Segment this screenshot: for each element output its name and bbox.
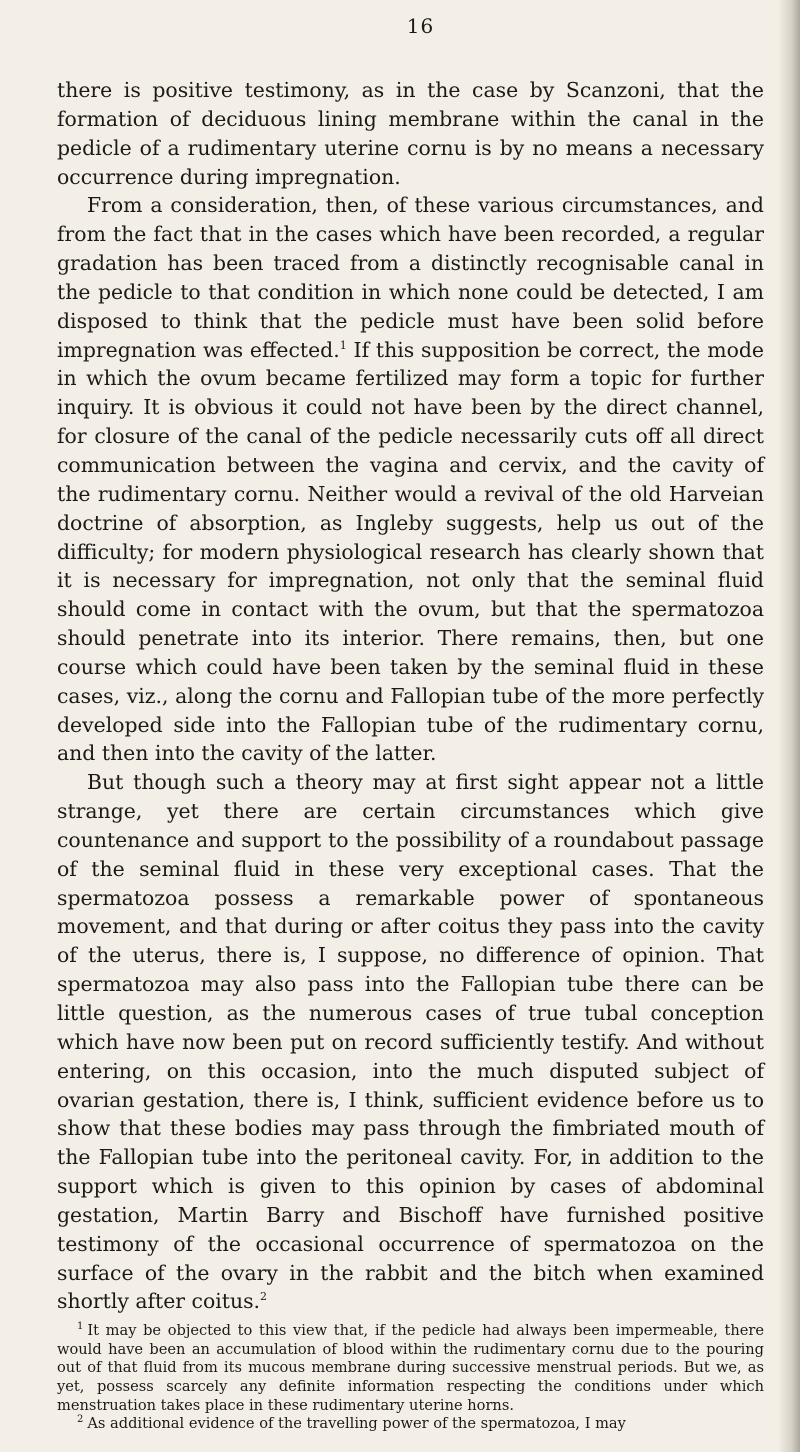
footnote-mark: 1 <box>77 1321 84 1333</box>
footnote-ref[interactable]: 1 <box>339 338 347 352</box>
footnote: $^1$ It may be objected to this view that, if the pedicle had always been impermeable, there would have been an accumulation of blood within the rudimentary cornu due to the pouring out of that fluid from its mucous membrane during successive menstrual periods. But we, as yet, possess scarcely any definite information respecting the conditions under which menstruation takes place in these rudimentary uterine horns. <box>57 1321 764 1414</box>
footnotes <box>57 1322 764 1434</box>
paragraph: there is positive testimony, as in the case by Scanzoni, that the formation of deciduous lining membrane within the canal in the pedicle of a rudimentary uterine cornu is by no means a necessary occurrence during impregnation. <box>57 78 764 189</box>
paragraph: From a consideration, then, of these various circumstances, and from the fact that in the cases which have been recorded, a regular gradation has been traced from a distinctly recognisable canal in the pedicle to that condition in which none could be detected, I am disposed to think that the pedicle must have been solid before impregnation was effected.$^1$ If this supposition be correct, the mode in which the ovum became fertilized may form a topic for further inquiry. It is obvious it could not have been by the direct channel, for closure of the canal of the pedicle necessarily cuts off all direct communication between the vagina and cervix, and the cavity of the rudimentary cornu. Neither would a revival of the old Harveian doctrine of absorption, as Ingleby suggests, help us out of the difficulty; for modern physiological research has clearly shown that it is necessary for impregnation, not only that the seminal fluid should come in contact with the ovum, but that the spermatozoa should penetrate into its interior. There remains, then, but one course which could have been taken by the seminal fluid in these cases, viz., along the cornu and Fallopian tube of the more perfectly developed side into the Fallopian tube of the rudimentary cornu, and then into the cavity of the latter. <box>57 193 764 766</box>
paragraph: But though such a theory may at first sight appear not a little strange, yet there are certain circumstances which give countenance and support to the possibility of a roundabout passage of the seminal fluid in these very exceptional cases. That the spermatozoa possess a remarkable power of spontaneous movement, and that during or after coitus they pass into the cavity of the uterus, there is, I suppose, no difference of opinion. That spermatozoa may also pass into the Fallopian tube there can be little question, as the numerous cases of true tubal conception which have now been put on record sufficiently testify. And without entering, on this occasion, into the much disputed subject of ovarian gestation, there is, I think, sufficient evidence before us to show that these bodies may pass through the fimbriated mouth of the Fallopian tube into the peritoneal cavity. For, in addition to the support which is given to this opinion by cases of abdominal gestation, Martin Barry and Bischoff have furnished positive testimony of the occasional occurrence of spermatozoa on the surface of the ovary in the rabbit and the bitch when examined shortly after coitus.$^2$ <box>57 770 764 1314</box>
footnote-mark: 2 <box>77 1414 84 1426</box>
body-text <box>57 76 764 1316</box>
footnote-ref[interactable]: 2 <box>260 1290 268 1304</box>
page-number: 16 <box>406 14 435 38</box>
page-edge-shadow <box>778 0 800 1452</box>
footnote: $^2$ As additional evidence of the travelling power of the spermatozoa, I may <box>77 1414 626 1433</box>
